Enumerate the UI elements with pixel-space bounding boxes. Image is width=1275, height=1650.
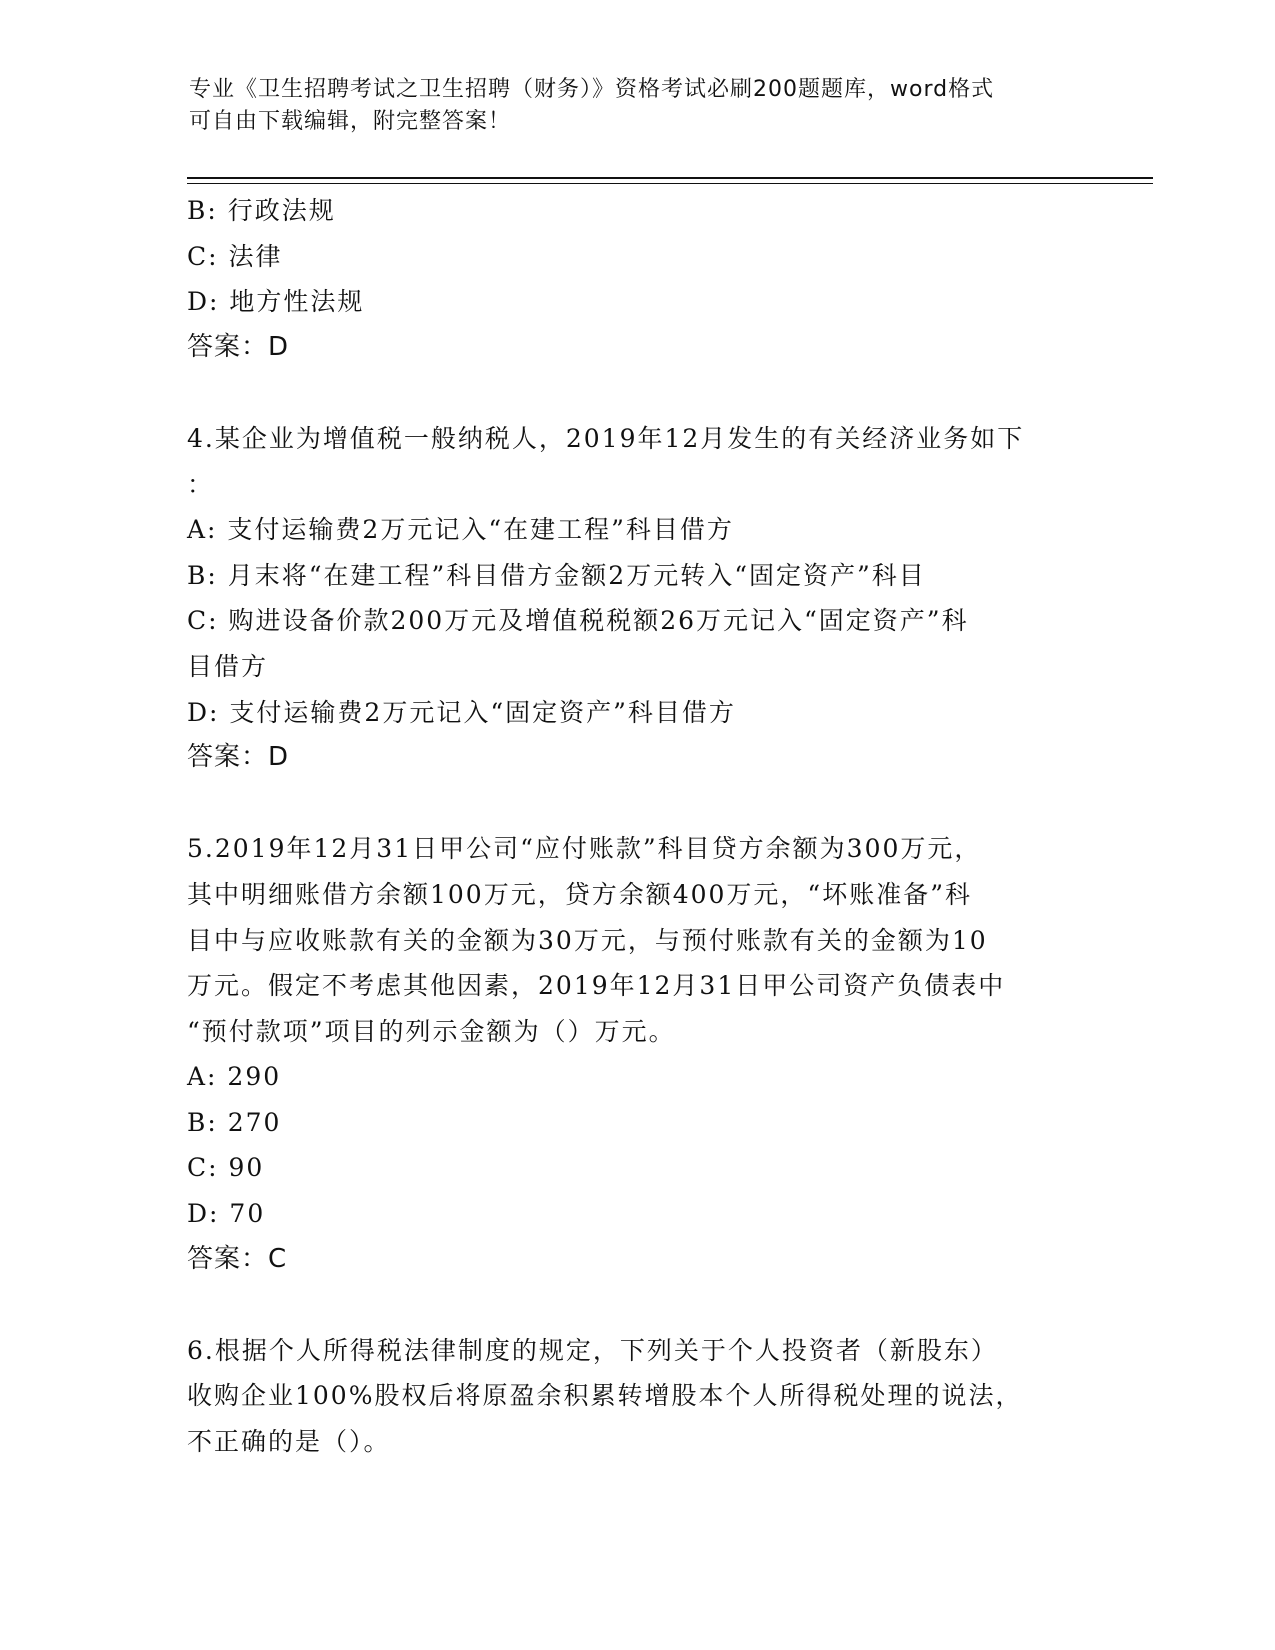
q5-option-a: A: 290	[187, 1062, 282, 1092]
header-divider-thin	[187, 183, 1153, 184]
q4-stem-line-1: 4.某企业为增值税一般纳税人，2019年12月发生的有关经济业务如下	[187, 423, 1025, 453]
question-3-block	[187, 188, 1107, 370]
question-4-block	[187, 416, 1107, 781]
q6-stem-line-1: 6.根据个人所得税法律制度的规定，下列关于个人投资者（新股东）	[187, 1335, 998, 1365]
q4-stem-line-2: ：	[187, 469, 215, 499]
q6-stem-line-3: 不正确的是（）。	[187, 1427, 391, 1457]
document-header	[189, 74, 1089, 138]
q4-option-b: B: 月末将“在建工程”科目借方金额2万元转入“固定资产”科目	[187, 560, 926, 590]
q5-stem-line-1: 5.2019年12月31日甲公司“应付账款”科目贷方余额为300万元，	[187, 834, 982, 864]
header-divider-thick	[187, 177, 1153, 179]
spacer	[187, 781, 1107, 827]
q3-option-d: D: 地方性法规	[187, 287, 365, 317]
question-6-block	[187, 1328, 1107, 1465]
q5-option-d: D: 70	[187, 1199, 266, 1229]
header-title-line-2: 可自由下载编辑，附完整答案！	[189, 109, 512, 134]
q4-option-a: A: 支付运输费2万元记入“在建工程”科目借方	[187, 515, 734, 545]
q3-option-b: B: 行政法规	[187, 196, 336, 225]
q6-stem-line-2: 收购企业100%股权后将原盈余积累转增股本个人所得税处理的说法，	[187, 1381, 1023, 1411]
q4-option-c: C: 购进设备价款200万元及增值税税额26万元记入“固定资产”科	[187, 606, 969, 636]
q5-stem-line-4: 万元。假定不考虑其他因素，2019年12月31日甲公司资产负债表中	[187, 971, 1006, 1001]
q3-answer: 答案：D	[187, 331, 290, 362]
q5-option-b: B: 270	[187, 1107, 282, 1137]
spacer	[187, 1282, 1107, 1328]
spacer	[187, 370, 1107, 416]
document-body	[187, 188, 1107, 1465]
q5-stem-line-3: 目中与应收账款有关的金额为30万元，与预付账款有关的金额为10	[187, 925, 988, 955]
q5-option-c: C: 90	[187, 1153, 265, 1183]
question-5-block	[187, 826, 1107, 1282]
header-title-line-1: 专业《卫生招聘考试之卫生招聘（财务）》资格考试必刷200题题库，word格式	[189, 77, 995, 102]
q4-option-d: D: 支付运输费2万元记入“固定资产”科目借方	[187, 697, 736, 727]
q4-option-c-continued: 目借方	[187, 651, 269, 681]
q4-answer: 答案：D	[187, 742, 290, 773]
q3-option-c: C: 法律	[187, 241, 283, 271]
q5-stem-line-2: 其中明细账借方余额100万元，贷方余额400万元，“坏账准备”科	[187, 879, 972, 909]
q5-stem-line-5: “预付款项”项目的列示金额为（）万元。	[187, 1016, 676, 1046]
q5-answer: 答案：C	[187, 1243, 288, 1274]
